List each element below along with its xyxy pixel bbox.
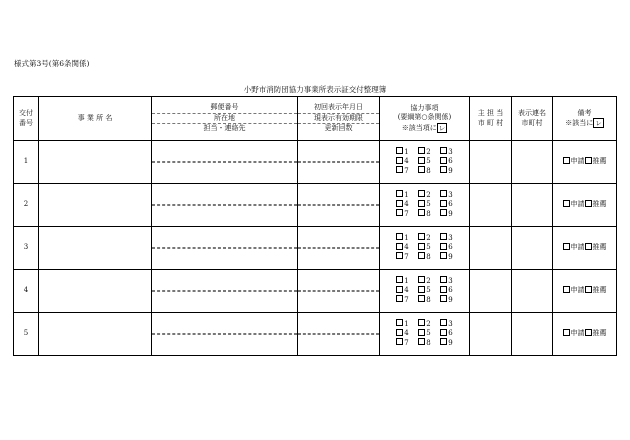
header-text: ※該当項に	[401, 123, 437, 132]
option-label: 4	[404, 243, 409, 252]
header-text: 番号	[19, 118, 33, 127]
remarks-cell	[553, 184, 617, 227]
option-label: 9	[448, 295, 453, 304]
row-number: 5	[23, 329, 29, 338]
checkbox-icon[interactable]	[440, 252, 447, 259]
dates-cell	[298, 227, 380, 270]
header-text: 表示連名	[518, 109, 546, 118]
office-name-cell[interactable]	[39, 227, 152, 270]
checkbox-icon[interactable]	[418, 329, 425, 336]
recommend-label: 推薦	[592, 329, 607, 338]
contact-field[interactable]	[152, 291, 297, 292]
remarks-cell	[553, 141, 617, 184]
cooperation-checkbox[interactable]	[414, 253, 436, 262]
office-name-cell[interactable]	[39, 141, 152, 184]
cooperation-checkbox[interactable]	[392, 339, 414, 348]
issue-number-cell	[14, 141, 39, 184]
checkbox-icon[interactable]	[396, 338, 403, 345]
checkbox-icon[interactable]	[418, 147, 425, 154]
option-label: 2	[426, 233, 431, 242]
header-text: 主 担 当	[477, 109, 504, 118]
issue-number-cell	[14, 313, 39, 356]
issue-number-cell	[14, 227, 39, 270]
header-row	[14, 97, 617, 141]
renewal-count-field[interactable]	[298, 162, 379, 163]
option-label: 3	[448, 276, 453, 285]
checkbox-icon[interactable]	[440, 166, 447, 173]
dates-cell	[298, 313, 380, 356]
recommend-label: 推薦	[592, 286, 607, 295]
cooperation-checkbox[interactable]	[392, 253, 414, 262]
issue-number-cell	[14, 184, 39, 227]
office-name-cell[interactable]	[39, 313, 152, 356]
display-city-cell[interactable]	[512, 227, 553, 270]
option-label: 3	[448, 319, 453, 328]
office-name-header	[39, 97, 152, 141]
renewal-count-field[interactable]	[298, 248, 379, 249]
option-label: 6	[448, 157, 453, 166]
expiry-date-header: 現表示有効期限	[298, 113, 379, 123]
city-in-charge-cell[interactable]	[470, 313, 512, 356]
option-label: 1	[404, 319, 409, 328]
form-number-label: 様式第3号(第6条関係)	[14, 59, 90, 68]
header-text: 事 業 所 名	[77, 113, 113, 122]
checkbox-icon[interactable]	[440, 243, 447, 250]
remarks-cell	[553, 270, 617, 313]
apply-label: 申請	[570, 286, 585, 295]
option-label: 4	[404, 286, 409, 295]
renewal-count-field[interactable]	[298, 291, 379, 292]
checkbox-icon[interactable]	[418, 338, 425, 345]
contact-field[interactable]	[152, 334, 297, 335]
checkbox-icon[interactable]	[440, 319, 447, 326]
checkbox-icon[interactable]	[418, 252, 425, 259]
check-mark-icon: レ	[595, 119, 602, 127]
checkbox-icon[interactable]	[585, 243, 592, 250]
cooperation-options	[380, 227, 470, 270]
checkbox-icon[interactable]	[563, 286, 570, 293]
option-label: 1	[404, 147, 409, 156]
cooperation-checkbox[interactable]	[436, 339, 458, 348]
cooperation-checkbox[interactable]	[392, 167, 414, 176]
checkbox-icon[interactable]	[396, 319, 403, 326]
checkbox-icon[interactable]	[563, 200, 570, 207]
checkbox-icon[interactable]	[563, 243, 570, 250]
header-text: 交付	[19, 109, 33, 118]
address-header: 所在地	[152, 113, 297, 123]
checkbox-icon[interactable]	[440, 209, 447, 216]
option-label: 4	[404, 329, 409, 338]
display-city-cell[interactable]	[512, 141, 553, 184]
ledger-table	[13, 96, 617, 356]
checkbox-icon[interactable]	[396, 233, 403, 240]
issue-number-header	[14, 97, 39, 141]
option-label: 5	[426, 200, 431, 209]
checkbox-icon[interactable]	[440, 295, 447, 302]
checkbox-icon[interactable]	[585, 157, 592, 164]
table-row	[14, 227, 617, 270]
remarks-cell	[553, 313, 617, 356]
option-label: 3	[448, 190, 453, 199]
checkbox-icon[interactable]	[440, 276, 447, 283]
option-label: 5	[426, 243, 431, 252]
city-in-charge-cell[interactable]	[470, 270, 512, 313]
option-label: 3	[448, 233, 453, 242]
header-text: 備考	[577, 108, 592, 117]
renewal-count-header: 更新回数	[298, 123, 379, 133]
cooperation-checkbox[interactable]	[392, 210, 414, 219]
apply-label: 申請	[570, 157, 585, 166]
checkbox-icon[interactable]	[396, 200, 403, 207]
checkbox-icon[interactable]	[418, 286, 425, 293]
checkbox-icon[interactable]	[418, 209, 425, 216]
checkbox-icon[interactable]	[396, 276, 403, 283]
city-in-charge-cell[interactable]	[470, 141, 512, 184]
option-label: 7	[404, 209, 409, 218]
cooperation-checkbox[interactable]	[436, 167, 458, 176]
option-label: 8	[426, 252, 431, 261]
renewal-count-field[interactable]	[298, 334, 379, 335]
checkbox-icon[interactable]	[585, 286, 592, 293]
office-info-cell	[152, 227, 298, 270]
postal-code-header: 郵便番号	[210, 103, 239, 112]
display-city-header	[512, 97, 553, 141]
issue-number-cell	[14, 270, 39, 313]
office-info-cell	[152, 270, 298, 313]
office-name-cell[interactable]	[39, 270, 152, 313]
table-row	[14, 141, 617, 184]
option-label: 9	[448, 338, 453, 347]
row-number: 4	[23, 286, 29, 295]
table-row	[14, 270, 617, 313]
option-label: 3	[448, 147, 453, 156]
checkbox-icon[interactable]	[396, 209, 403, 216]
table-row	[14, 313, 617, 356]
recommend-label: 推薦	[592, 200, 607, 209]
header-text: ※該当に	[565, 119, 594, 127]
checkbox-icon[interactable]	[396, 329, 403, 336]
cooperation-options	[380, 184, 470, 227]
office-info-cell	[152, 313, 298, 356]
cooperation-options	[380, 141, 470, 184]
remarks-header	[553, 97, 617, 141]
dates-cell	[298, 184, 380, 227]
checkbox-icon[interactable]	[418, 166, 425, 173]
checkbox-icon[interactable]	[440, 147, 447, 154]
option-label: 1	[404, 190, 409, 199]
cooperation-header	[380, 97, 470, 141]
checkbox-icon[interactable]	[396, 286, 403, 293]
office-info-header	[152, 97, 298, 141]
row-number: 1	[23, 157, 29, 166]
apply-label: 申請	[570, 200, 585, 209]
cooperation-checkbox[interactable]	[436, 296, 458, 305]
checkbox-icon[interactable]	[396, 166, 403, 173]
option-label: 7	[404, 166, 409, 175]
renewal-count-field[interactable]	[298, 205, 379, 206]
checkbox-icon[interactable]	[418, 295, 425, 302]
cooperation-options	[380, 313, 470, 356]
first-display-date-header: 初回表示年月日	[314, 103, 363, 112]
checkbox-icon[interactable]	[396, 157, 403, 164]
option-label: 8	[426, 166, 431, 175]
checkbox-icon[interactable]	[440, 338, 447, 345]
option-label: 5	[426, 286, 431, 295]
option-label: 2	[426, 276, 431, 285]
cooperation-checkbox[interactable]	[414, 167, 436, 176]
checkbox-icon[interactable]	[563, 157, 570, 164]
option-label: 8	[426, 209, 431, 218]
option-label: 6	[448, 243, 453, 252]
header-text: 協力事項	[410, 103, 439, 112]
checkbox-icon[interactable]	[396, 190, 403, 197]
option-label: 9	[448, 252, 453, 261]
option-label: 6	[448, 200, 453, 209]
remarks-cell	[553, 227, 617, 270]
table-row	[14, 184, 617, 227]
checkbox-icon[interactable]	[440, 157, 447, 164]
option-label: 7	[404, 295, 409, 304]
option-label: 9	[448, 166, 453, 175]
option-label: 1	[404, 233, 409, 242]
cooperation-checkbox[interactable]	[436, 253, 458, 262]
option-label: 2	[426, 147, 431, 156]
option-label: 7	[404, 252, 409, 261]
apply-label: 申請	[570, 243, 585, 252]
contact-field[interactable]	[152, 205, 297, 206]
office-info-cell	[152, 184, 298, 227]
contact-header: 担当・連絡先	[152, 123, 297, 133]
option-label: 8	[426, 295, 431, 304]
checkbox-icon[interactable]	[440, 200, 447, 207]
row-number: 3	[23, 243, 29, 252]
checkbox-icon[interactable]	[585, 200, 592, 207]
option-label: 5	[426, 157, 431, 166]
office-name-cell[interactable]	[39, 184, 152, 227]
checkbox-icon[interactable]	[418, 200, 425, 207]
document-title: 小野市消防団協力事業所表示証交付整理簿	[243, 85, 387, 94]
checkbox-icon[interactable]	[418, 233, 425, 240]
option-label: 7	[404, 338, 409, 347]
checkbox-icon[interactable]	[396, 295, 403, 302]
display-city-cell[interactable]	[512, 184, 553, 227]
checkbox-icon[interactable]	[585, 329, 592, 336]
cooperation-checkbox[interactable]	[436, 210, 458, 219]
contact-field[interactable]	[152, 248, 297, 249]
option-label: 1	[404, 276, 409, 285]
dates-cell	[298, 141, 380, 184]
checkbox-icon[interactable]	[418, 243, 425, 250]
option-label: 8	[426, 338, 431, 347]
header-text: 市町村	[521, 118, 543, 127]
checkbox-icon[interactable]	[418, 157, 425, 164]
display-city-cell[interactable]	[512, 270, 553, 313]
option-label: 2	[426, 319, 431, 328]
checkbox-icon[interactable]	[440, 190, 447, 197]
contact-field[interactable]	[152, 162, 297, 163]
option-label: 4	[404, 200, 409, 209]
city-in-charge-cell[interactable]	[470, 184, 512, 227]
recommend-label: 推薦	[592, 243, 607, 252]
option-label: 5	[426, 329, 431, 338]
option-label: 4	[404, 157, 409, 166]
option-label: 9	[448, 209, 453, 218]
checkbox-icon[interactable]	[440, 286, 447, 293]
dates-cell	[298, 270, 380, 313]
header-text: (要綱第○条関係)	[397, 113, 452, 122]
apply-label: 申請	[570, 329, 585, 338]
row-number: 2	[23, 200, 29, 209]
check-mark-icon: レ	[438, 123, 446, 132]
option-label: 6	[448, 329, 453, 338]
checkbox-icon[interactable]	[418, 276, 425, 283]
checkbox-icon[interactable]	[440, 233, 447, 240]
display-city-cell[interactable]	[512, 313, 553, 356]
checkbox-icon[interactable]	[396, 252, 403, 259]
dates-header	[298, 97, 380, 141]
cooperation-checkbox[interactable]	[392, 296, 414, 305]
cooperation-options	[380, 270, 470, 313]
checkbox-icon[interactable]	[440, 329, 447, 336]
checkbox-icon[interactable]	[396, 147, 403, 154]
option-label: 6	[448, 286, 453, 295]
recommend-label: 推薦	[592, 157, 607, 166]
cooperation-checkbox[interactable]	[414, 296, 436, 305]
checkbox-icon[interactable]	[418, 319, 425, 326]
checkbox-icon[interactable]	[418, 190, 425, 197]
cooperation-checkbox[interactable]	[414, 339, 436, 348]
cooperation-checkbox[interactable]	[414, 210, 436, 219]
checkbox-icon[interactable]	[396, 243, 403, 250]
city-in-charge-cell[interactable]	[470, 227, 512, 270]
checkbox-icon[interactable]	[563, 329, 570, 336]
header-text: 市 町 村	[477, 118, 504, 127]
option-label: 2	[426, 190, 431, 199]
office-info-cell	[152, 141, 298, 184]
city-in-charge-header	[470, 97, 512, 141]
